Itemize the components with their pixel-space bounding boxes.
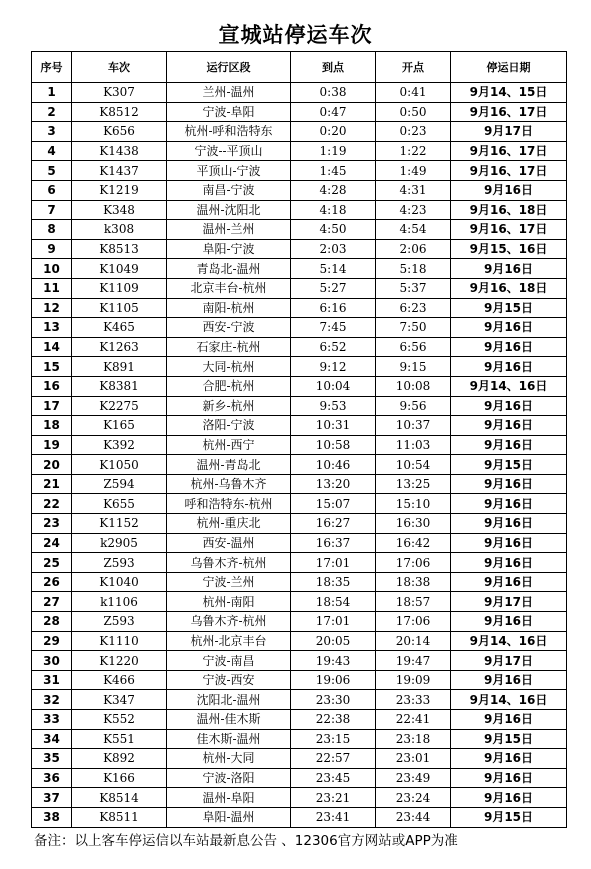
table-row (32, 298, 567, 318)
cell-dates: 9月16、17日 (451, 102, 567, 122)
cell-no: 20 (32, 455, 72, 475)
cell-train: K891 (72, 357, 167, 377)
table-row (32, 710, 567, 730)
cell-route: 南阳-杭州 (167, 298, 291, 318)
table-row (32, 357, 567, 377)
cell-route: 南昌-宁波 (167, 180, 291, 200)
cell-train: K1437 (72, 161, 167, 181)
table-row (32, 102, 567, 122)
cell-depart: 6:56 (376, 337, 451, 357)
header-train: 车次 (72, 52, 167, 83)
cell-train: K1110 (72, 631, 167, 651)
cell-no: 8 (32, 220, 72, 240)
page-title: 宣城站停运车次 (218, 23, 373, 47)
cell-route: 西安-温州 (167, 533, 291, 553)
cell-depart: 19:47 (376, 651, 451, 671)
cell-train: Z594 (72, 474, 167, 494)
cell-arrive: 1:45 (291, 161, 376, 181)
table-row (32, 220, 567, 240)
table-row (32, 474, 567, 494)
cell-dates: 9月16日 (451, 357, 567, 377)
cell-train: K1050 (72, 455, 167, 475)
cell-dates: 9月16、17日 (451, 141, 567, 161)
table-row (32, 396, 567, 416)
cell-dates: 9月16、18日 (451, 200, 567, 220)
cell-arrive: 17:01 (291, 612, 376, 632)
cell-route: 杭州-西宁 (167, 435, 291, 455)
cell-train: Z593 (72, 553, 167, 573)
cell-depart: 0:23 (376, 122, 451, 142)
table-row (32, 239, 567, 259)
cell-dates: 9月15、16日 (451, 239, 567, 259)
table-row (32, 788, 567, 808)
table-row (32, 553, 567, 573)
cell-dates: 9月14、16日 (451, 376, 567, 396)
cell-route: 杭州-北京丰台 (167, 631, 291, 651)
header-dates: 停运日期 (451, 52, 567, 83)
header-arrive: 到点 (291, 52, 376, 83)
cell-no: 11 (32, 278, 72, 298)
table-row (32, 612, 567, 632)
cell-dates: 9月17日 (451, 651, 567, 671)
cell-dates: 9月16、17日 (451, 220, 567, 240)
cell-route: 杭州-南阳 (167, 592, 291, 612)
cell-dates: 9月15日 (451, 298, 567, 318)
cell-no: 4 (32, 141, 72, 161)
cell-dates: 9月16日 (451, 494, 567, 514)
cell-route: 温州-青岛北 (167, 455, 291, 475)
table-row (32, 533, 567, 553)
cell-no: 37 (32, 788, 72, 808)
cell-train: K551 (72, 729, 167, 749)
cell-depart: 23:49 (376, 768, 451, 788)
table-row (32, 494, 567, 514)
table-row (32, 318, 567, 338)
cell-route: 乌鲁木齐-杭州 (167, 612, 291, 632)
cell-arrive: 18:54 (291, 592, 376, 612)
cell-dates: 9月16日 (451, 533, 567, 553)
cell-route: 平顶山-宁波 (167, 161, 291, 181)
cell-no: 22 (32, 494, 72, 514)
cell-train: Z593 (72, 612, 167, 632)
table-row (32, 161, 567, 181)
cell-arrive: 4:28 (291, 180, 376, 200)
cell-depart: 13:25 (376, 474, 451, 494)
cell-depart: 11:03 (376, 435, 451, 455)
cell-dates: 9月16日 (451, 749, 567, 769)
cell-arrive: 15:07 (291, 494, 376, 514)
table-row (32, 376, 567, 396)
header-depart: 开点 (376, 52, 451, 83)
cell-train: K1220 (72, 651, 167, 671)
cell-arrive: 0:20 (291, 122, 376, 142)
cell-depart: 7:50 (376, 318, 451, 338)
cell-depart: 16:30 (376, 514, 451, 534)
cell-route: 杭州-乌鲁木齐 (167, 474, 291, 494)
cell-train: K1438 (72, 141, 167, 161)
cell-route: 呼和浩特东-杭州 (167, 494, 291, 514)
cell-arrive: 20:05 (291, 631, 376, 651)
cell-train: K1049 (72, 259, 167, 279)
cell-no: 25 (32, 553, 72, 573)
cell-arrive: 7:45 (291, 318, 376, 338)
cell-depart: 6:23 (376, 298, 451, 318)
cell-arrive: 4:50 (291, 220, 376, 240)
header-no: 序号 (32, 52, 72, 83)
cell-depart: 23:24 (376, 788, 451, 808)
cell-train: K8381 (72, 376, 167, 396)
cell-train: K1152 (72, 514, 167, 534)
cell-no: 7 (32, 200, 72, 220)
cell-train: K165 (72, 416, 167, 436)
cell-arrive: 2:03 (291, 239, 376, 259)
cell-dates: 9月15日 (451, 455, 567, 475)
cell-no: 13 (32, 318, 72, 338)
cell-depart: 17:06 (376, 553, 451, 573)
cell-dates: 9月16日 (451, 768, 567, 788)
cell-arrive: 19:06 (291, 670, 376, 690)
cell-no: 18 (32, 416, 72, 436)
cell-arrive: 17:01 (291, 553, 376, 573)
table-header (32, 52, 567, 83)
cell-no: 24 (32, 533, 72, 553)
cell-arrive: 6:52 (291, 337, 376, 357)
table-row (32, 807, 567, 827)
cell-dates: 9月16日 (451, 553, 567, 573)
footnote: 备注：以上客车停运信以车站最新息公告 、12306官方网站或APP为准 (34, 833, 458, 849)
cell-no: 16 (32, 376, 72, 396)
cell-dates: 9月15日 (451, 807, 567, 827)
cell-depart: 20:14 (376, 631, 451, 651)
cell-no: 12 (32, 298, 72, 318)
table-row (32, 651, 567, 671)
cell-train: K8513 (72, 239, 167, 259)
cell-train: K466 (72, 670, 167, 690)
cell-route: 石家庄-杭州 (167, 337, 291, 357)
cell-arrive: 10:31 (291, 416, 376, 436)
cell-train: k1106 (72, 592, 167, 612)
cell-depart: 23:44 (376, 807, 451, 827)
cell-route: 温州-兰州 (167, 220, 291, 240)
cell-dates: 9月16日 (451, 318, 567, 338)
cell-arrive: 5:27 (291, 278, 376, 298)
cell-dates: 9月14、16日 (451, 631, 567, 651)
table-row (32, 729, 567, 749)
cell-route: 温州-沈阳北 (167, 200, 291, 220)
table-row (32, 670, 567, 690)
cell-no: 5 (32, 161, 72, 181)
cell-route: 兰州-温州 (167, 83, 291, 103)
cell-no: 14 (32, 337, 72, 357)
cell-no: 38 (32, 807, 72, 827)
cell-arrive: 16:37 (291, 533, 376, 553)
cell-dates: 9月17日 (451, 122, 567, 142)
cell-arrive: 18:35 (291, 572, 376, 592)
cell-dates: 9月16日 (451, 474, 567, 494)
cell-arrive: 0:38 (291, 83, 376, 103)
cell-dates: 9月16、17日 (451, 161, 567, 181)
cell-dates: 9月16日 (451, 180, 567, 200)
table-row (32, 690, 567, 710)
cell-no: 27 (32, 592, 72, 612)
cell-no: 32 (32, 690, 72, 710)
cell-depart: 9:56 (376, 396, 451, 416)
cell-depart: 9:15 (376, 357, 451, 377)
table-row (32, 416, 567, 436)
table-row (32, 141, 567, 161)
cell-no: 15 (32, 357, 72, 377)
cell-depart: 23:18 (376, 729, 451, 749)
cell-arrive: 22:38 (291, 710, 376, 730)
cell-arrive: 5:14 (291, 259, 376, 279)
cell-arrive: 10:46 (291, 455, 376, 475)
cell-route: 阜阳-宁波 (167, 239, 291, 259)
cell-depart: 19:09 (376, 670, 451, 690)
cell-route: 阜阳-温州 (167, 807, 291, 827)
cell-dates: 9月16日 (451, 416, 567, 436)
table-row (32, 435, 567, 455)
cell-dates: 9月16日 (451, 572, 567, 592)
cell-train: K8512 (72, 102, 167, 122)
cell-arrive: 9:53 (291, 396, 376, 416)
cell-train: k308 (72, 220, 167, 240)
table-row (32, 631, 567, 651)
cell-no: 26 (32, 572, 72, 592)
table-body (32, 83, 567, 828)
cell-arrive: 16:27 (291, 514, 376, 534)
cell-route: 乌鲁木齐-杭州 (167, 553, 291, 573)
table-row (32, 337, 567, 357)
cell-no: 6 (32, 180, 72, 200)
cell-arrive: 23:21 (291, 788, 376, 808)
cell-dates: 9月16日 (451, 435, 567, 455)
cell-dates: 9月16、18日 (451, 278, 567, 298)
cell-route: 宁波--平顶山 (167, 141, 291, 161)
cell-route: 洛阳-宁波 (167, 416, 291, 436)
table-row (32, 514, 567, 534)
cell-depart: 4:23 (376, 200, 451, 220)
cell-depart: 10:54 (376, 455, 451, 475)
cell-depart: 0:50 (376, 102, 451, 122)
cell-route: 杭州-大同 (167, 749, 291, 769)
table-row (32, 278, 567, 298)
cell-arrive: 9:12 (291, 357, 376, 377)
cell-train: K655 (72, 494, 167, 514)
cell-dates: 9月16日 (451, 259, 567, 279)
cell-route: 宁波-兰州 (167, 572, 291, 592)
cell-train: K1219 (72, 180, 167, 200)
table-row (32, 749, 567, 769)
cell-arrive: 23:30 (291, 690, 376, 710)
cell-dates: 9月16日 (451, 514, 567, 534)
cell-no: 10 (32, 259, 72, 279)
cell-depart: 22:41 (376, 710, 451, 730)
table-row (32, 572, 567, 592)
cell-arrive: 13:20 (291, 474, 376, 494)
cell-route: 新乡-杭州 (167, 396, 291, 416)
cell-train: K8514 (72, 788, 167, 808)
cell-train: K307 (72, 83, 167, 103)
cell-no: 34 (32, 729, 72, 749)
cell-dates: 9月16日 (451, 670, 567, 690)
cell-train: K1040 (72, 572, 167, 592)
cell-dates: 9月14、16日 (451, 690, 567, 710)
cell-route: 北京丰台-杭州 (167, 278, 291, 298)
cell-no: 3 (32, 122, 72, 142)
cell-no: 9 (32, 239, 72, 259)
cell-dates: 9月16日 (451, 612, 567, 632)
cell-dates: 9月16日 (451, 710, 567, 730)
cell-no: 17 (32, 396, 72, 416)
cell-arrive: 1:19 (291, 141, 376, 161)
table-row (32, 200, 567, 220)
cell-route: 宁波-洛阳 (167, 768, 291, 788)
cell-dates: 9月16日 (451, 337, 567, 357)
cell-no: 29 (32, 631, 72, 651)
cell-no: 28 (32, 612, 72, 632)
cell-depart: 18:57 (376, 592, 451, 612)
table-row (32, 455, 567, 475)
cell-train: K892 (72, 749, 167, 769)
cell-no: 1 (32, 83, 72, 103)
cell-dates: 9月17日 (451, 592, 567, 612)
cell-arrive: 0:47 (291, 102, 376, 122)
cell-no: 30 (32, 651, 72, 671)
cell-route: 宁波-西安 (167, 670, 291, 690)
cell-depart: 0:41 (376, 83, 451, 103)
cell-train: K1109 (72, 278, 167, 298)
cell-route: 西安-宁波 (167, 318, 291, 338)
cell-depart: 1:22 (376, 141, 451, 161)
cell-no: 21 (32, 474, 72, 494)
cell-depart: 23:33 (376, 690, 451, 710)
table-row (32, 259, 567, 279)
cell-route: 青岛北-温州 (167, 259, 291, 279)
cell-depart: 1:49 (376, 161, 451, 181)
cell-train: K347 (72, 690, 167, 710)
cell-route: 沈阳北-温州 (167, 690, 291, 710)
cell-train: K465 (72, 318, 167, 338)
cell-arrive: 23:41 (291, 807, 376, 827)
header-row (32, 52, 567, 83)
cell-depart: 2:06 (376, 239, 451, 259)
cell-arrive: 19:43 (291, 651, 376, 671)
cell-train: K2275 (72, 396, 167, 416)
cell-depart: 4:54 (376, 220, 451, 240)
cell-arrive: 22:57 (291, 749, 376, 769)
cell-depart: 15:10 (376, 494, 451, 514)
cell-train: K392 (72, 435, 167, 455)
cell-route: 杭州-重庆北 (167, 514, 291, 534)
cell-route: 杭州-呼和浩特东 (167, 122, 291, 142)
cell-route: 温州-佳木斯 (167, 710, 291, 730)
cell-route: 大同-杭州 (167, 357, 291, 377)
cell-depart: 4:31 (376, 180, 451, 200)
cell-dates: 9月14、15日 (451, 83, 567, 103)
cell-train: K348 (72, 200, 167, 220)
cell-no: 33 (32, 710, 72, 730)
cell-arrive: 10:58 (291, 435, 376, 455)
cell-route: 宁波-阜阳 (167, 102, 291, 122)
cell-no: 31 (32, 670, 72, 690)
table-row (32, 180, 567, 200)
cell-arrive: 6:16 (291, 298, 376, 318)
cell-train: K1105 (72, 298, 167, 318)
cell-train: K8511 (72, 807, 167, 827)
suspended-trains-table (31, 51, 567, 828)
cell-no: 2 (32, 102, 72, 122)
cell-depart: 23:01 (376, 749, 451, 769)
cell-arrive: 23:45 (291, 768, 376, 788)
cell-no: 36 (32, 768, 72, 788)
cell-depart: 10:37 (376, 416, 451, 436)
cell-route: 佳木斯-温州 (167, 729, 291, 749)
cell-train: K552 (72, 710, 167, 730)
cell-train: K656 (72, 122, 167, 142)
cell-no: 19 (32, 435, 72, 455)
cell-train: k2905 (72, 533, 167, 553)
cell-dates: 9月16日 (451, 788, 567, 808)
cell-depart: 5:18 (376, 259, 451, 279)
cell-dates: 9月15日 (451, 729, 567, 749)
cell-route: 宁波-南昌 (167, 651, 291, 671)
cell-depart: 5:37 (376, 278, 451, 298)
cell-arrive: 23:15 (291, 729, 376, 749)
cell-depart: 16:42 (376, 533, 451, 553)
cell-depart: 10:08 (376, 376, 451, 396)
header-route: 运行区段 (167, 52, 291, 83)
cell-no: 23 (32, 514, 72, 534)
table-row (32, 768, 567, 788)
cell-depart: 17:06 (376, 612, 451, 632)
cell-dates: 9月16日 (451, 396, 567, 416)
cell-train: K1263 (72, 337, 167, 357)
cell-depart: 18:38 (376, 572, 451, 592)
cell-arrive: 4:18 (291, 200, 376, 220)
cell-train: K166 (72, 768, 167, 788)
table-row (32, 592, 567, 612)
cell-route: 合肥-杭州 (167, 376, 291, 396)
cell-arrive: 10:04 (291, 376, 376, 396)
cell-route: 温州-阜阳 (167, 788, 291, 808)
cell-no: 35 (32, 749, 72, 769)
table-row (32, 122, 567, 142)
table-row (32, 83, 567, 103)
